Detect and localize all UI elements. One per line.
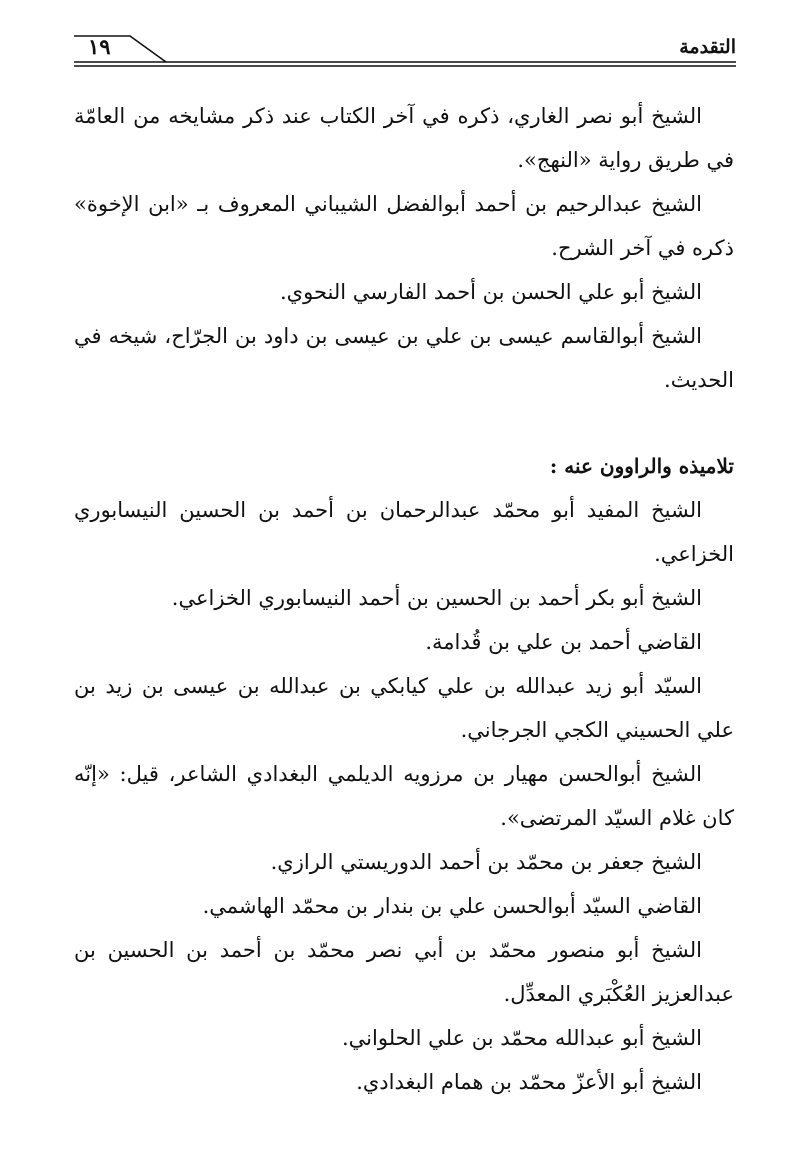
student-entry: الشيخ أبو عبدالله محمّد بن علي الحلواني. (341, 1026, 702, 1050)
teacher-entry: الشيخ أبو علي الحسن بن أحمد الفارسي النحوي. (280, 280, 702, 304)
student-entry: الشيخ جعفر بن محمّد بن أحمد الدوريستي الرازي. (270, 850, 702, 874)
teacher-entry: الشيخ أبو نصر الغاري، ذكره في آخر الكتاب عند ذكر مشايخه من العامّة في طريق رواية «النهج». (74, 104, 734, 172)
student-entry: الشيخ أبو الأعزّ محمّد بن همام البغدادي. (356, 1070, 702, 1094)
teacher-entry: الشيخ أبوالقاسم عيسى بن علي بن عيسى بن داود بن الجرّاح، شيخه في الحديث. (74, 324, 734, 392)
student-entry: الشيخ أبو بكر أحمد بن الحسين بن أحمد النيسابوري الخزاعي. (171, 586, 702, 610)
student-entry: الشيخ المفيد أبو محمّد عبدالرحمان بن أحمد بن الحسين النيسابوري الخزاعي. (74, 498, 734, 566)
student-entry: القاضي أحمد بن علي بن قُدامة. (425, 630, 702, 654)
student-entry: القاضي السيّد أبوالحسن علي بن بندار بن محمّد الهاشمي. (202, 894, 702, 918)
page-body (74, 94, 734, 1104)
teacher-entry: الشيخ عبدالرحيم بن أحمد أبوالفضل الشيباني المعروف بـ «ابن الإخوة» ذكره في آخر الشرح. (74, 192, 734, 260)
section-heading-students: تلاميذه والراوون عنه : (549, 454, 734, 478)
header-rule (74, 28, 736, 72)
page-number: ١٩ (88, 34, 111, 59)
student-entry: الشيخ أبو منصور محمّد بن أبي نصر محمّد بن أحمد بن الحسين بن عبدالعزيز العُكْبَري المعدِّل. (74, 938, 734, 1006)
chapter-title: التقدمة (679, 36, 736, 58)
student-entry: السيّد أبو زيد عبدالله بن علي كيابكي بن عبدالله بن عيسى بن زيد بن علي الحسيني الكجي الجرجاني. (74, 674, 734, 742)
running-header (74, 28, 736, 72)
student-entry: الشيخ أبوالحسن مهيار بن مرزويه الديلمي البغدادي الشاعر، قيل: «إنّه كان غلام السيّد المرتضى». (74, 762, 734, 830)
section-gap (74, 402, 734, 444)
